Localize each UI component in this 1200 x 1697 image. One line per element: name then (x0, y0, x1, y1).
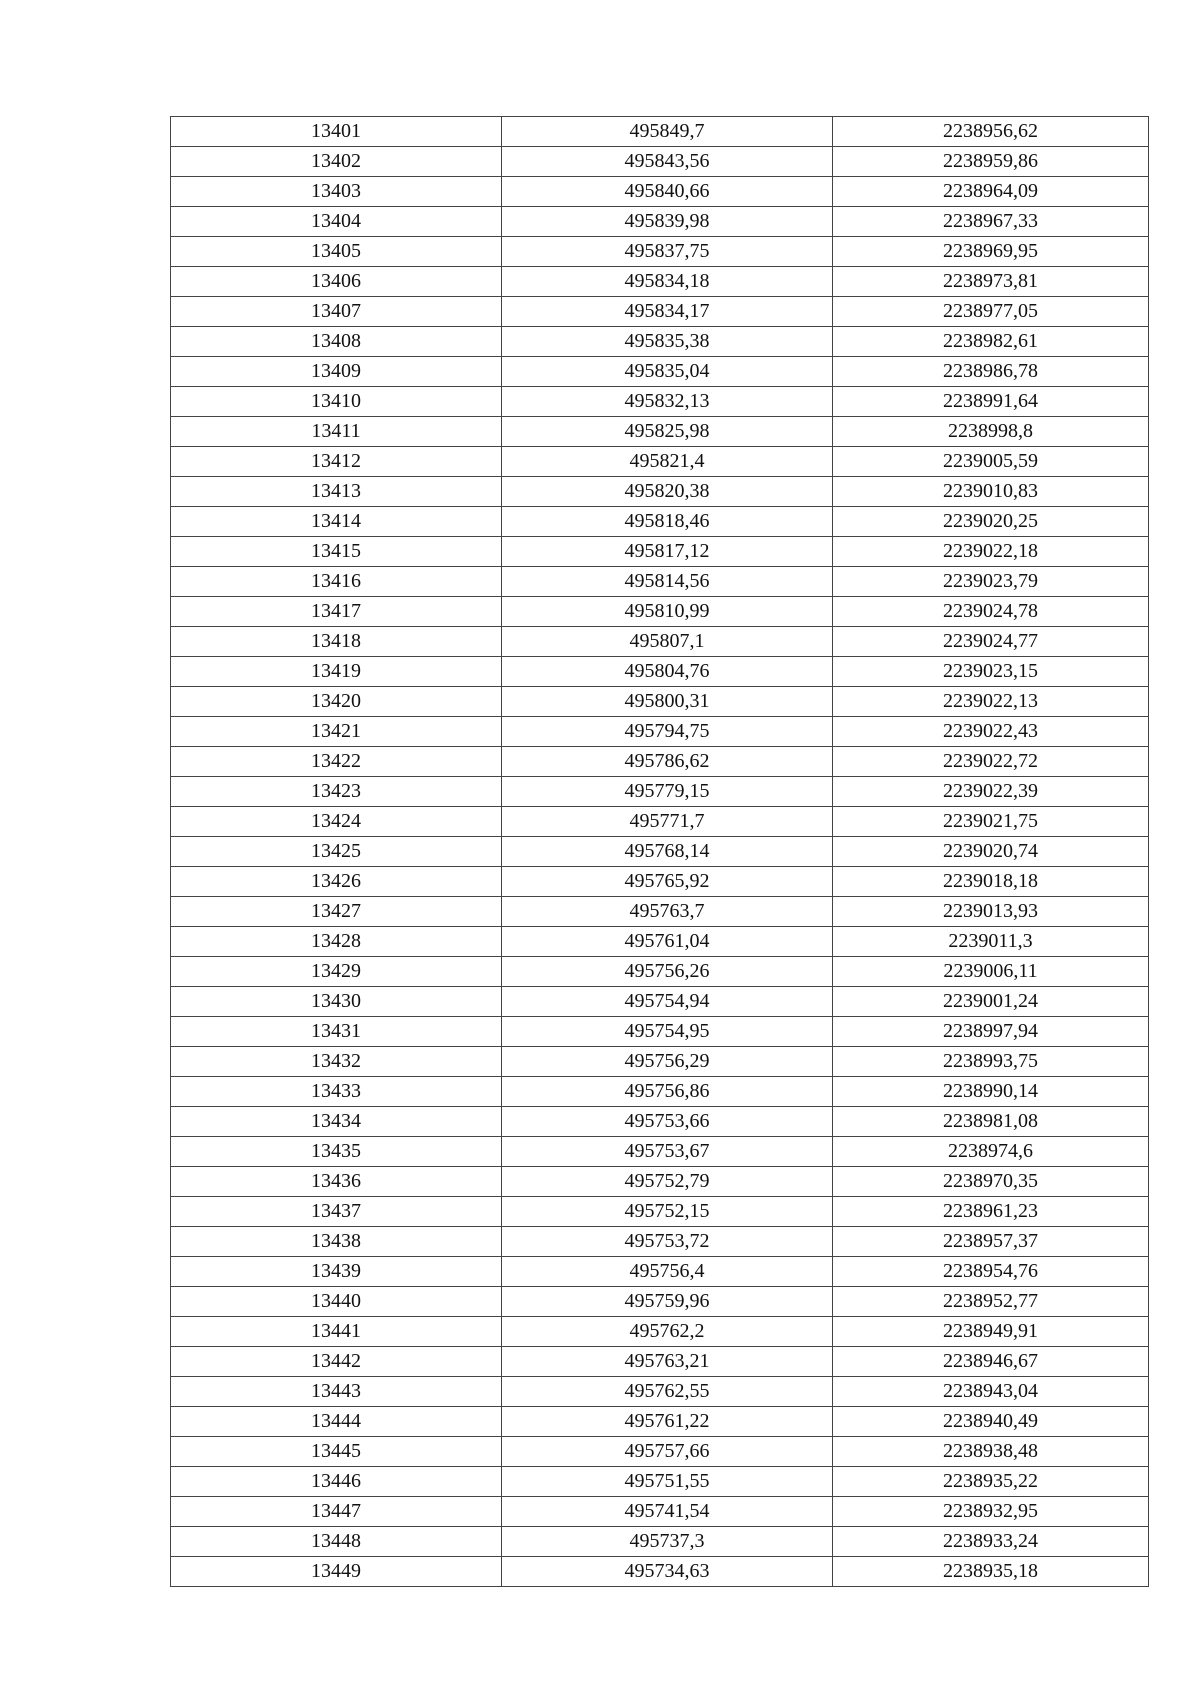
x-coordinate-cell: 495835,04 (502, 357, 833, 387)
x-coordinate-cell: 495837,75 (502, 237, 833, 267)
x-coordinate-cell: 495737,3 (502, 1527, 833, 1557)
y-coordinate-cell: 2239022,72 (833, 747, 1149, 777)
y-coordinate-cell: 2238981,08 (833, 1107, 1149, 1137)
point-number-cell: 13441 (171, 1317, 502, 1347)
x-coordinate-cell: 495756,86 (502, 1077, 833, 1107)
table-row (171, 957, 1149, 987)
point-number-cell: 13414 (171, 507, 502, 537)
table-row (171, 1287, 1149, 1317)
x-coordinate-cell: 495753,66 (502, 1107, 833, 1137)
table-row (171, 1107, 1149, 1137)
x-coordinate-cell: 495754,94 (502, 987, 833, 1017)
point-number-cell: 13405 (171, 237, 502, 267)
x-coordinate-cell: 495849,7 (502, 117, 833, 147)
x-coordinate-cell: 495804,76 (502, 657, 833, 687)
point-number-cell: 13407 (171, 297, 502, 327)
x-coordinate-cell: 495843,56 (502, 147, 833, 177)
y-coordinate-cell: 2239006,11 (833, 957, 1149, 987)
table-row (171, 837, 1149, 867)
y-coordinate-cell: 2238954,76 (833, 1257, 1149, 1287)
x-coordinate-cell: 495825,98 (502, 417, 833, 447)
x-coordinate-cell: 495751,55 (502, 1467, 833, 1497)
y-coordinate-cell: 2238990,14 (833, 1077, 1149, 1107)
y-coordinate-cell: 2239022,39 (833, 777, 1149, 807)
table-row (171, 147, 1149, 177)
x-coordinate-cell: 495835,38 (502, 327, 833, 357)
y-coordinate-cell: 2239024,78 (833, 597, 1149, 627)
table-row (171, 477, 1149, 507)
point-number-cell: 13446 (171, 1467, 502, 1497)
y-coordinate-cell: 2239022,18 (833, 537, 1149, 567)
x-coordinate-cell: 495753,72 (502, 1227, 833, 1257)
x-coordinate-cell: 495762,2 (502, 1317, 833, 1347)
y-coordinate-cell: 2239001,24 (833, 987, 1149, 1017)
point-number-cell: 13428 (171, 927, 502, 957)
x-coordinate-cell: 495820,38 (502, 477, 833, 507)
y-coordinate-cell: 2238957,37 (833, 1227, 1149, 1257)
y-coordinate-cell: 2239024,77 (833, 627, 1149, 657)
x-coordinate-cell: 495763,21 (502, 1347, 833, 1377)
y-coordinate-cell: 2239018,18 (833, 867, 1149, 897)
y-coordinate-cell: 2238964,09 (833, 177, 1149, 207)
table-row (171, 1227, 1149, 1257)
x-coordinate-cell: 495807,1 (502, 627, 833, 657)
table-row (171, 687, 1149, 717)
x-coordinate-cell: 495786,62 (502, 747, 833, 777)
x-coordinate-cell: 495754,95 (502, 1017, 833, 1047)
table-row (171, 1467, 1149, 1497)
x-coordinate-cell: 495761,04 (502, 927, 833, 957)
table-row (171, 987, 1149, 1017)
y-coordinate-cell: 2238935,22 (833, 1467, 1149, 1497)
point-number-cell: 13449 (171, 1557, 502, 1587)
x-coordinate-cell: 495779,15 (502, 777, 833, 807)
point-number-cell: 13436 (171, 1167, 502, 1197)
table-row (171, 1347, 1149, 1377)
table-row (171, 1197, 1149, 1227)
y-coordinate-cell: 2238940,49 (833, 1407, 1149, 1437)
y-coordinate-cell: 2238956,62 (833, 117, 1149, 147)
x-coordinate-cell: 495753,67 (502, 1137, 833, 1167)
y-coordinate-cell: 2238949,91 (833, 1317, 1149, 1347)
table-row (171, 1017, 1149, 1047)
table-row (171, 177, 1149, 207)
x-coordinate-cell: 495756,4 (502, 1257, 833, 1287)
point-number-cell: 13437 (171, 1197, 502, 1227)
table-row (171, 1257, 1149, 1287)
y-coordinate-cell: 2238974,6 (833, 1137, 1149, 1167)
point-number-cell: 13440 (171, 1287, 502, 1317)
y-coordinate-cell: 2238938,48 (833, 1437, 1149, 1467)
x-coordinate-cell: 495834,17 (502, 297, 833, 327)
point-number-cell: 13404 (171, 207, 502, 237)
y-coordinate-cell: 2238946,67 (833, 1347, 1149, 1377)
y-coordinate-cell: 2238959,86 (833, 147, 1149, 177)
x-coordinate-cell: 495771,7 (502, 807, 833, 837)
point-number-cell: 13426 (171, 867, 502, 897)
point-number-cell: 13429 (171, 957, 502, 987)
point-number-cell: 13401 (171, 117, 502, 147)
point-number-cell: 13448 (171, 1527, 502, 1557)
table-row (171, 207, 1149, 237)
point-number-cell: 13420 (171, 687, 502, 717)
table-row (171, 507, 1149, 537)
y-coordinate-cell: 2238933,24 (833, 1527, 1149, 1557)
point-number-cell: 13442 (171, 1347, 502, 1377)
y-coordinate-cell: 2239020,74 (833, 837, 1149, 867)
table-row (171, 1317, 1149, 1347)
point-number-cell: 13418 (171, 627, 502, 657)
y-coordinate-cell: 2239021,75 (833, 807, 1149, 837)
x-coordinate-cell: 495757,66 (502, 1437, 833, 1467)
x-coordinate-cell: 495768,14 (502, 837, 833, 867)
x-coordinate-cell: 495765,92 (502, 867, 833, 897)
point-number-cell: 13439 (171, 1257, 502, 1287)
point-number-cell: 13423 (171, 777, 502, 807)
point-number-cell: 13430 (171, 987, 502, 1017)
table-row (171, 1167, 1149, 1197)
y-coordinate-cell: 2239010,83 (833, 477, 1149, 507)
table-row (171, 357, 1149, 387)
point-number-cell: 13411 (171, 417, 502, 447)
point-number-cell: 13412 (171, 447, 502, 477)
x-coordinate-cell: 495741,54 (502, 1497, 833, 1527)
x-coordinate-cell: 495734,63 (502, 1557, 833, 1587)
x-coordinate-cell: 495821,4 (502, 447, 833, 477)
y-coordinate-cell: 2238993,75 (833, 1047, 1149, 1077)
x-coordinate-cell: 495832,13 (502, 387, 833, 417)
point-number-cell: 13408 (171, 327, 502, 357)
point-number-cell: 13432 (171, 1047, 502, 1077)
point-number-cell: 13438 (171, 1227, 502, 1257)
y-coordinate-cell: 2238952,77 (833, 1287, 1149, 1317)
point-number-cell: 13427 (171, 897, 502, 927)
y-coordinate-cell: 2238997,94 (833, 1017, 1149, 1047)
point-number-cell: 13409 (171, 357, 502, 387)
table-row (171, 267, 1149, 297)
table-row (171, 387, 1149, 417)
y-coordinate-cell: 2239011,3 (833, 927, 1149, 957)
table-row (171, 1557, 1149, 1587)
point-number-cell: 13424 (171, 807, 502, 837)
x-coordinate-cell: 495756,29 (502, 1047, 833, 1077)
table-row (171, 1377, 1149, 1407)
table-row (171, 1407, 1149, 1437)
point-number-cell: 13402 (171, 147, 502, 177)
point-number-cell: 13415 (171, 537, 502, 567)
table-row (171, 1047, 1149, 1077)
x-coordinate-cell: 495817,12 (502, 537, 833, 567)
y-coordinate-cell: 2239022,43 (833, 717, 1149, 747)
table-row (171, 1137, 1149, 1167)
y-coordinate-cell: 2239023,79 (833, 567, 1149, 597)
y-coordinate-cell: 2238991,64 (833, 387, 1149, 417)
table-row (171, 777, 1149, 807)
table-row (171, 537, 1149, 567)
coordinates-table-body (171, 117, 1149, 1587)
y-coordinate-cell: 2239013,93 (833, 897, 1149, 927)
y-coordinate-cell: 2238973,81 (833, 267, 1149, 297)
point-number-cell: 13434 (171, 1107, 502, 1137)
table-row (171, 1497, 1149, 1527)
point-number-cell: 13422 (171, 747, 502, 777)
y-coordinate-cell: 2238998,8 (833, 417, 1149, 447)
table-row (171, 807, 1149, 837)
y-coordinate-cell: 2238977,05 (833, 297, 1149, 327)
table-row (171, 597, 1149, 627)
y-coordinate-cell: 2238935,18 (833, 1557, 1149, 1587)
x-coordinate-cell: 495794,75 (502, 717, 833, 747)
y-coordinate-cell: 2238943,04 (833, 1377, 1149, 1407)
point-number-cell: 13417 (171, 597, 502, 627)
x-coordinate-cell: 495752,15 (502, 1197, 833, 1227)
x-coordinate-cell: 495761,22 (502, 1407, 833, 1437)
point-number-cell: 13403 (171, 177, 502, 207)
y-coordinate-cell: 2239023,15 (833, 657, 1149, 687)
point-number-cell: 13443 (171, 1377, 502, 1407)
x-coordinate-cell: 495840,66 (502, 177, 833, 207)
table-row (171, 927, 1149, 957)
y-coordinate-cell: 2238967,33 (833, 207, 1149, 237)
point-number-cell: 13419 (171, 657, 502, 687)
point-number-cell: 13433 (171, 1077, 502, 1107)
table-row (171, 1437, 1149, 1467)
point-number-cell: 13444 (171, 1407, 502, 1437)
y-coordinate-cell: 2239022,13 (833, 687, 1149, 717)
x-coordinate-cell: 495839,98 (502, 207, 833, 237)
table-row (171, 117, 1149, 147)
point-number-cell: 13416 (171, 567, 502, 597)
point-number-cell: 13425 (171, 837, 502, 867)
x-coordinate-cell: 495763,7 (502, 897, 833, 927)
y-coordinate-cell: 2238986,78 (833, 357, 1149, 387)
x-coordinate-cell: 495756,26 (502, 957, 833, 987)
table-row (171, 447, 1149, 477)
point-number-cell: 13413 (171, 477, 502, 507)
point-number-cell: 13410 (171, 387, 502, 417)
table-row (171, 657, 1149, 687)
table-row (171, 297, 1149, 327)
point-number-cell: 13431 (171, 1017, 502, 1047)
x-coordinate-cell: 495759,96 (502, 1287, 833, 1317)
x-coordinate-cell: 495762,55 (502, 1377, 833, 1407)
y-coordinate-cell: 2239005,59 (833, 447, 1149, 477)
y-coordinate-cell: 2238969,95 (833, 237, 1149, 267)
table-row (171, 567, 1149, 597)
table-row (171, 897, 1149, 927)
point-number-cell: 13447 (171, 1497, 502, 1527)
point-number-cell: 13435 (171, 1137, 502, 1167)
coordinates-table (170, 116, 1149, 1587)
x-coordinate-cell: 495800,31 (502, 687, 833, 717)
x-coordinate-cell: 495814,56 (502, 567, 833, 597)
point-number-cell: 13421 (171, 717, 502, 747)
table-row (171, 717, 1149, 747)
x-coordinate-cell: 495818,46 (502, 507, 833, 537)
y-coordinate-cell: 2238982,61 (833, 327, 1149, 357)
x-coordinate-cell: 495834,18 (502, 267, 833, 297)
table-row (171, 747, 1149, 777)
y-coordinate-cell: 2238970,35 (833, 1167, 1149, 1197)
y-coordinate-cell: 2238961,23 (833, 1197, 1149, 1227)
table-row (171, 627, 1149, 657)
y-coordinate-cell: 2238932,95 (833, 1497, 1149, 1527)
point-number-cell: 13445 (171, 1437, 502, 1467)
point-number-cell: 13406 (171, 267, 502, 297)
x-coordinate-cell: 495752,79 (502, 1167, 833, 1197)
table-row (171, 867, 1149, 897)
table-row (171, 1527, 1149, 1557)
table-row (171, 1077, 1149, 1107)
table-row (171, 237, 1149, 267)
table-row (171, 417, 1149, 447)
x-coordinate-cell: 495810,99 (502, 597, 833, 627)
y-coordinate-cell: 2239020,25 (833, 507, 1149, 537)
table-row (171, 327, 1149, 357)
